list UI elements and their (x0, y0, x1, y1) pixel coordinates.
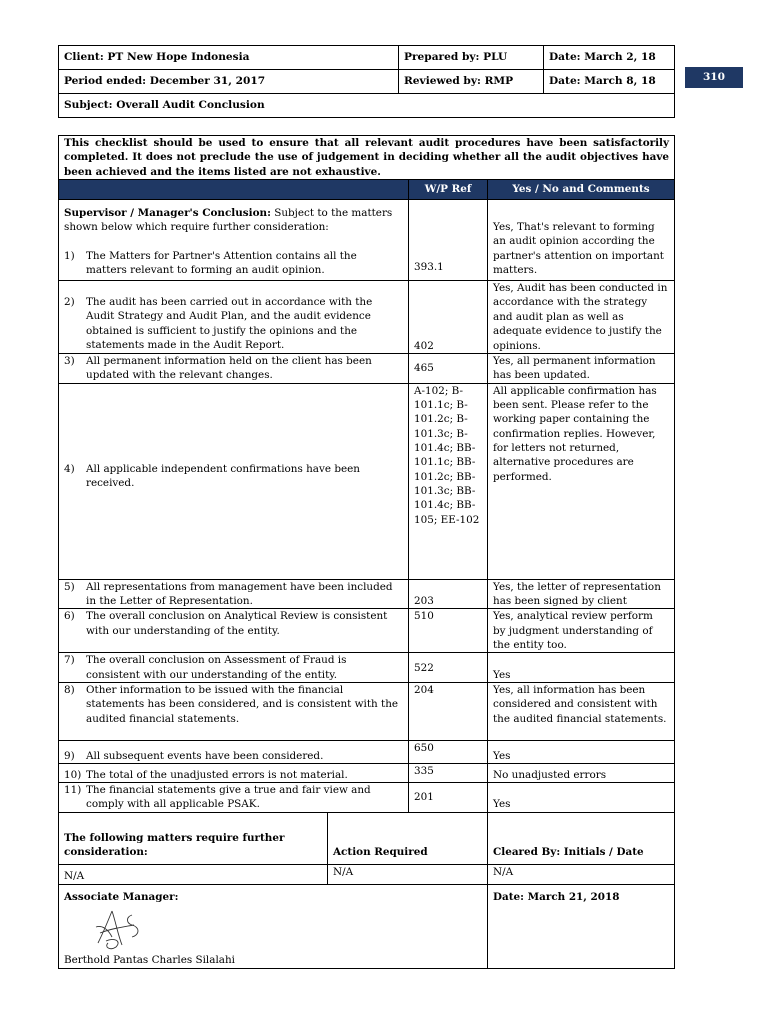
action-required-heading: Action Required (328, 812, 488, 864)
signoff-date: Date: March 21, 2018 (488, 884, 675, 968)
item-text: The financial statements give a true and fair view and comply with all applicable PSAK. (86, 784, 371, 811)
table-row (59, 353, 675, 383)
table-row (59, 383, 675, 579)
item-number: 9) (64, 749, 75, 762)
item-ref: 650 (409, 741, 488, 764)
table-row (59, 281, 675, 354)
item-number: 4) (64, 462, 75, 475)
action-required-value: N/A (328, 864, 488, 884)
table-row (59, 653, 675, 683)
period-ended: Period ended: December 31, 2017 (59, 70, 399, 94)
conclusion-heading: Supervisor / Manager's Conclusion: (64, 207, 271, 220)
table-row (59, 741, 675, 764)
item-number: 1) (64, 249, 75, 262)
item-comment: Yes, the letter of representation has been signed by client (488, 579, 675, 609)
item-number: 5) (64, 580, 75, 593)
wp-ref-header: W/P Ref (409, 180, 488, 200)
signer-name: Berthold Pantas Charles Silalahi (64, 954, 235, 967)
table-row (59, 579, 675, 609)
further-value-row (59, 864, 675, 884)
date-reviewed: Date: March 8, 18 (544, 70, 675, 94)
item-number: 7) (64, 654, 75, 667)
list-item (64, 749, 400, 763)
cleared-by-value: N/A (488, 864, 675, 884)
item-ref: 522 (409, 653, 488, 683)
item-comment: Yes, Audit has been conducted in accordance with the strategy and audit plan as well as adequate evidence to justify the opinions. (488, 281, 675, 354)
subject: Subject: Overall Audit Conclusion (59, 94, 675, 118)
header-table (58, 45, 675, 118)
item-comment: Yes, all information has been considered and consistent with the audited financial statements. (488, 683, 675, 741)
item-ref: 203 (409, 579, 488, 609)
item-text: The Matters for Partner's Attention contains all the matters relevant to forming an audit opinion. (86, 249, 357, 277)
page-number-badge: 310 (685, 67, 743, 88)
signature-image (92, 907, 148, 951)
list-item (64, 783, 400, 812)
table-row (59, 683, 675, 741)
list-item (64, 249, 400, 278)
item-comment: No unadjusted errors (488, 764, 675, 783)
item-text: All representations from management have been included in the Letter of Representation. (86, 580, 393, 607)
item-text: The total of the unadjusted errors is not material. (86, 768, 348, 781)
item-ref: 201 (409, 783, 488, 813)
item-comment: Yes (488, 783, 675, 813)
list-item (64, 462, 400, 491)
item-text: The audit has been carried out in accordance with the Audit Strategy and Audit Plan, and the audit evidence obtained is sufficient to justify the opinions and the statements made in the Audit Report. (86, 296, 373, 352)
cleared-by-heading: Cleared By: Initials / Date (488, 812, 675, 864)
item-comment: Yes, analytical review perform by judgment understanding of the entity too. (488, 609, 675, 653)
item-text: All applicable independent confirmations have been received. (86, 462, 360, 489)
intro-text: This checklist should be used to ensure that all relevant audit procedures have been satisfactorily completed. It does not preclude the use of judgement in deciding whether all the audit objectives have been achieved and the items listed are not exhaustive. (59, 136, 675, 180)
prepared-by: Prepared by: PLU (399, 46, 544, 70)
item-comment: Yes (488, 741, 675, 764)
table-row (59, 783, 675, 813)
item-comment: Yes (488, 653, 675, 683)
item-number: 6) (64, 610, 75, 623)
item-comment: Yes, all permanent information has been updated. (488, 353, 675, 383)
table-row (59, 200, 675, 281)
item-ref: 402 (409, 281, 488, 354)
list-item (64, 295, 400, 352)
list-item (64, 653, 400, 682)
further-header-row (59, 812, 675, 864)
item-number: 3) (64, 354, 75, 367)
table-row (59, 609, 675, 653)
conclusion-text (64, 206, 400, 235)
item-text: The overall conclusion on Analytical Review is consistent with our understanding of the entity. (86, 610, 388, 637)
list-item (64, 354, 400, 383)
item-text: Other information to be issued with the financial statements has been considered, and is consistent with the audited financial statements. (86, 684, 399, 725)
item-number: 2) (64, 296, 75, 309)
associate-manager-label: Associate Manager: (64, 890, 179, 903)
signoff-row (59, 884, 675, 968)
item-ref: 393.1 (409, 200, 488, 281)
item-number: 8) (64, 684, 75, 697)
column-header-row (59, 180, 675, 200)
checklist-table (58, 135, 675, 969)
comments-header: Yes / No and Comments (488, 180, 675, 200)
item-ref: 335 (409, 764, 488, 783)
date-prepared: Date: March 2, 18 (544, 46, 675, 70)
item-number: 11) (64, 784, 82, 797)
list-item (64, 683, 400, 726)
further-matters-value: N/A (59, 864, 328, 884)
client-name: Client: PT New Hope Indonesia (59, 46, 399, 70)
further-heading: The following matters require further consideration: (59, 812, 328, 864)
table-row (59, 764, 675, 783)
blank-header-cell (59, 180, 409, 200)
item-text: All permanent information held on the client has been updated with the relevant changes. (86, 354, 372, 382)
item-comment: Yes, That's relevant to forming an audit opinion according the partner's attention on important matters. (488, 200, 675, 281)
item-ref: 465 (409, 353, 488, 383)
conclusion-body: Subject to the matters shown below which require further consideration: (64, 207, 393, 234)
item-text: All subsequent events have been considered. (86, 749, 324, 762)
item-ref: 204 (409, 683, 488, 741)
item-ref: A-102; B-101.1c; B-101.2c; B-101.3c; B-101.4c; BB-101.1c; BB-101.2c; BB-101.3c; BB-101.4c; BB-105; EE-102 (409, 383, 488, 579)
reviewed-by: Reviewed by: RMP (399, 70, 544, 94)
list-item (64, 580, 400, 609)
item-ref: 510 (409, 609, 488, 653)
item-number: 10) (64, 768, 82, 781)
item-comment: All applicable confirmation has been sent. Please refer to the working paper containing the confirmation replies. However, for letters not returned, alternative procedures are performed. (488, 383, 675, 579)
list-item (64, 768, 400, 782)
list-item (64, 609, 400, 638)
item-text: The overall conclusion on Assessment of Fraud is consistent with our understanding of the entity. (86, 654, 347, 681)
